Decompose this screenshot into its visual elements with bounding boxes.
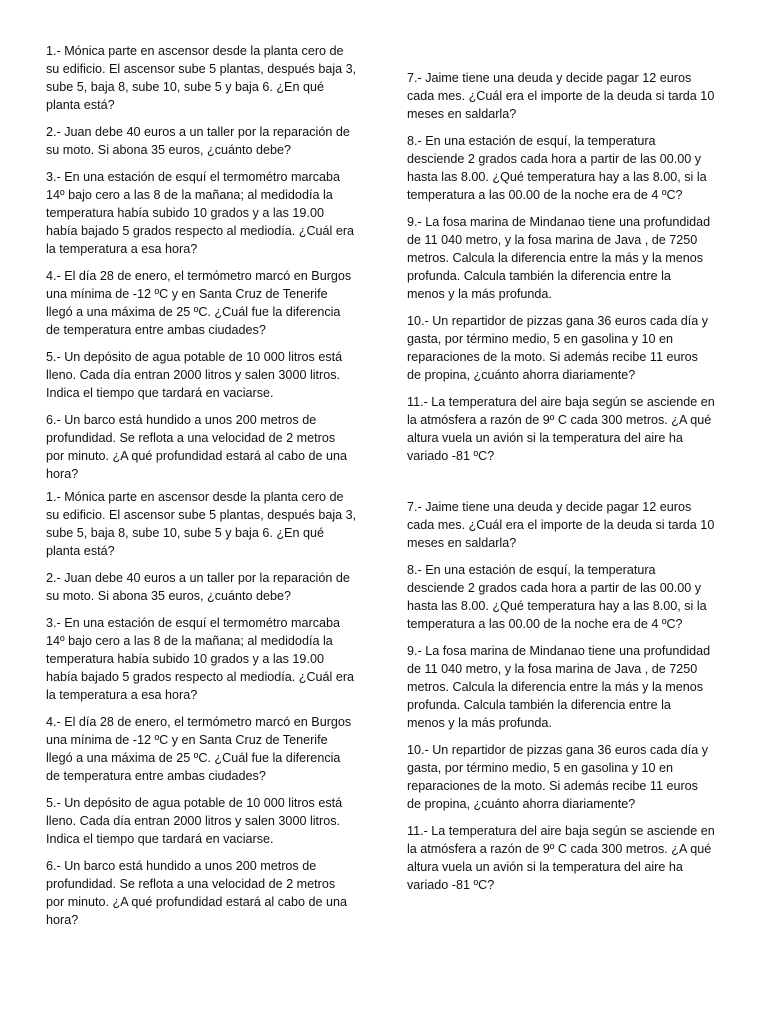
problem-11: 11.- La temperatura del aire baja según se asciende en la atmósfera a razón de 9º C cada 300 metros. ¿A qué altura vuela un avión si la temperatura del aire ha variado -81 ºC? xyxy=(407,395,715,463)
bottom-right-column xyxy=(407,498,729,903)
problem-5: 5.- Un depósito de agua potable de 10 000 litros está lleno. Cada día entran 2000 litros y salen 3000 litros. Indica el tiempo que tardará en vaciarse. xyxy=(46,350,343,400)
problem-11-copy: 11.- La temperatura del aire baja según se asciende en la atmósfera a razón de 9º C cada 300 metros. ¿A qué altura vuela un avión si la temperatura del aire ha variado -81 ºC? xyxy=(407,824,715,892)
problem-7: 7.- Jaime tiene una deuda y decide pagar 12 euros cada mes. ¿Cuál era el importe de la deuda si tarda 10 meses en saldarla? xyxy=(407,71,715,121)
problem-5-copy: 5.- Un depósito de agua potable de 10 000 litros está lleno. Cada día entran 2000 litros y salen 3000 litros. Indica el tiempo que tardará en vaciarse. xyxy=(46,796,343,846)
problem-6-copy: 6.- Un barco está hundido a unos 200 metros de profundidad. Se reflota a una velocidad de 2 metros por minuto. ¿A qué profundidad estará al cabo de una hora? xyxy=(46,859,348,927)
problem-3: 3.- En una estación de esquí el termométro marcaba 14º bajo cero a las 8 de la mañana; al medidodía la temperatura había subido 10 grados y a las 19.00 había bajado 5 grados respecto al mediodía. ¿Cuál era la temperatura a esa hora? xyxy=(46,170,355,256)
problem-9: 9.- La fosa marina de Mindanao tiene una profundidad de 11 040 metro, y la fosa marina de Java , de 7250 metros. Calcula la diferencia entre la más y la menos profunda. Calcula también la diferencia entre la menos y la más profunda. xyxy=(407,215,711,301)
problem-2: 2.- Juan debe 40 euros a un taller por la reparación de su moto. Si abona 35 euros, ¿cuánto debe? xyxy=(46,125,350,157)
top-right-column xyxy=(407,69,729,474)
problem-10: 10.- Un repartidor de pizzas gana 36 euros cada día y gasta, por término medio, 5 en gasolina y 10 en reparaciones de la moto. Si además recibe 11 euros de propina, ¿cuánto ahorra diariamente? xyxy=(407,314,709,382)
problem-9-copy: 9.- La fosa marina de Mindanao tiene una profundidad de 11 040 metro, y la fosa marina de Java , de 7250 metros. Calcula la diferencia entre la más y la menos profunda. Calcula también la diferencia entre la menos y la más profunda. xyxy=(407,644,711,730)
top-left-column xyxy=(46,42,368,492)
problem-1-copy: 1.- Mónica parte en ascensor desde la planta cero de su edificio. El ascensor sube 5 plantas, después baja 3, sube 5, baja 8, sube 10, sube 5 y baja 6. ¿En qué planta está? xyxy=(46,490,357,558)
problem-8-copy: 8.- En una estación de esquí, la temperatura desciende 2 grados cada hora a partir de las 00.00 y hasta las 8.00. ¿Qué temperatura hay a las 8.00, si la temperatura a las 00.00 de la noche era de 4 ºC? xyxy=(407,563,707,631)
problem-4: 4.- El día 28 de enero, el termómetro marcó en Burgos una mínima de -12 ºC y en Santa Cruz de Tenerife llegó a una máxima de 25 ºC. ¿Cuál fue la diferencia de temperatura entre ambas ciudades? xyxy=(46,269,352,337)
problem-6: 6.- Un barco está hundido a unos 200 metros de profundidad. Se reflota a una velocidad de 2 metros por minuto. ¿A qué profundidad estará al cabo de una hora? xyxy=(46,413,348,481)
problem-4-copy: 4.- El día 28 de enero, el termómetro marcó en Burgos una mínima de -12 ºC y en Santa Cruz de Tenerife llegó a una máxima de 25 ºC. ¿Cuál fue la diferencia de temperatura entre ambas ciudades? xyxy=(46,715,352,783)
bottom-left-column xyxy=(46,488,368,938)
problem-7-copy: 7.- Jaime tiene una deuda y decide pagar 12 euros cada mes. ¿Cuál era el importe de la deuda si tarda 10 meses en saldarla? xyxy=(407,500,715,550)
problem-8: 8.- En una estación de esquí, la temperatura desciende 2 grados cada hora a partir de las 00.00 y hasta las 8.00. ¿Qué temperatura hay a las 8.00, si la temperatura a las 00.00 de la noche era de 4 ºC? xyxy=(407,134,707,202)
problem-3-copy: 3.- En una estación de esquí el termométro marcaba 14º bajo cero a las 8 de la mañana; al medidodía la temperatura había subido 10 grados y a las 19.00 había bajado 5 grados respecto al mediodía. ¿Cuál era la temperatura a esa hora? xyxy=(46,616,355,702)
problem-2-copy: 2.- Juan debe 40 euros a un taller por la reparación de su moto. Si abona 35 euros, ¿cuánto debe? xyxy=(46,571,350,603)
problem-10-copy: 10.- Un repartidor de pizzas gana 36 euros cada día y gasta, por término medio, 5 en gasolina y 10 en reparaciones de la moto. Si además recibe 11 euros de propina, ¿cuánto ahorra diariamente? xyxy=(407,743,709,811)
problem-1: 1.- Mónica parte en ascensor desde la planta cero de su edificio. El ascensor sube 5 plantas, después baja 3, sube 5, baja 8, sube 10, sube 5 y baja 6. ¿En qué planta está? xyxy=(46,44,357,112)
